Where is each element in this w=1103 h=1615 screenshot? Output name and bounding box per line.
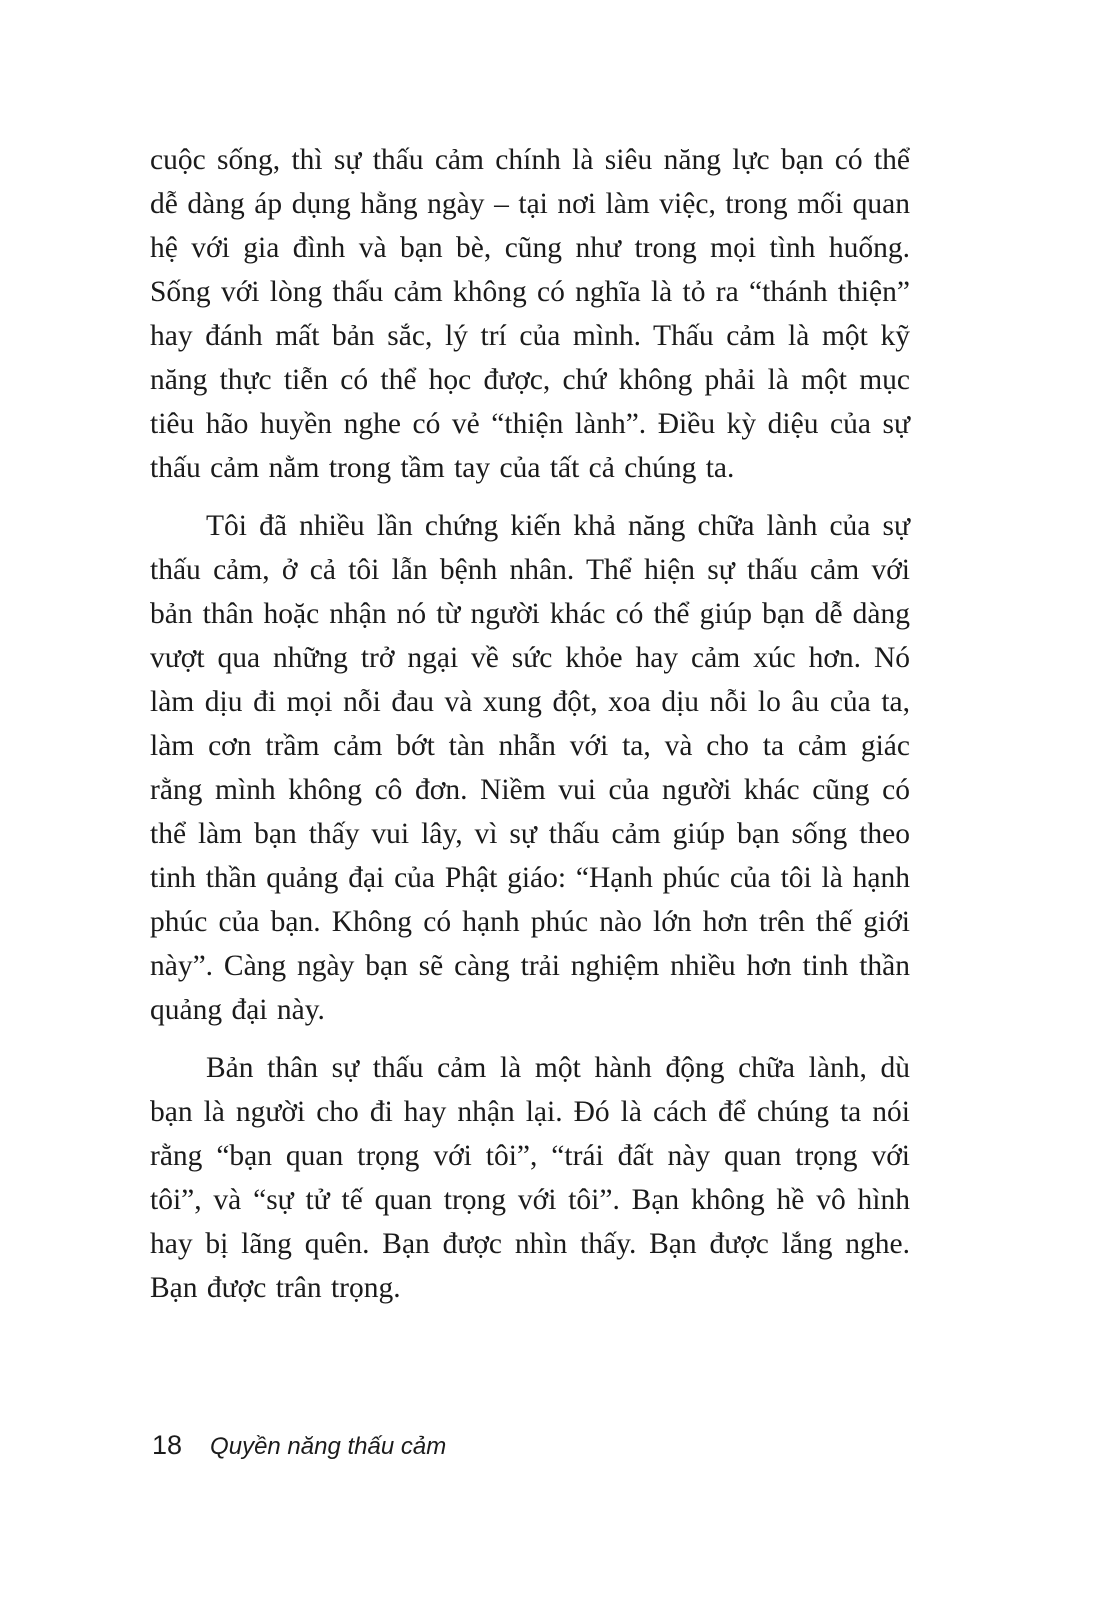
paragraph-3: Bản thân sự thấu cảm là một hành động chữa lành, dù bạn là người cho đi hay nhận lại. Đó là cách để chúng ta nói rằng “bạn quan trọng với tôi”, “trái đất này quan trọng với tôi”, và “sự tử tế quan trọng với tôi”. Bạn không hề vô hình hay bị lãng quên. Bạn được nhìn thấy. Bạn được lắng nghe. Bạn được trân trọng.	[150, 1052, 910, 1304]
paragraph-2: Tôi đã nhiều lần chứng kiến khả năng chữa lành của sự thấu cảm, ở cả tôi lẫn bệnh nhân. Thể hiện sự thấu cảm với bản thân hoặc nhận nó từ người khác có thể giúp bạn dễ dàng vượt qua những trở ngại về sức khỏe hay cảm xúc hơn. Nó làm dịu đi mọi nỗi đau và xung đột, xoa dịu nỗi lo âu của ta, làm cơn trầm cảm bớt tàn nhẫn với ta, và cho ta cảm giác rằng mình không cô đơn. Niềm vui của người khác cũng có thể làm bạn thấy vui lây, vì sự thấu cảm giúp bạn sống theo tinh thần quảng đại của Phật giáo: “Hạnh phúc của tôi là hạnh phúc của bạn. Không có hạnh phúc nào lớn hơn trên thế giới này”. Càng ngày bạn sẽ càng trải nghiệm nhiều hơn tinh thần quảng đại này.	[150, 510, 910, 1026]
page-number: 18	[152, 1430, 183, 1460]
page-footer	[152, 1430, 446, 1461]
body-text	[150, 138, 910, 1310]
paragraph-1: cuộc sống, thì sự thấu cảm chính là siêu năng lực bạn có thể dễ dàng áp dụng hằng ngày – tại nơi làm việc, trong mối quan hệ với gia đình và bạn bè, cũng như trong mọi tình huống. Sống với lòng thấu cảm không có nghĩa là tỏ ra “thánh thiện” hay đánh mất bản sắc, lý trí của mình. Thấu cảm là một kỹ năng thực tiễn có thể học được, chứ không phải là một mục tiêu hão huyền nghe có vẻ “thiện lành”. Điều kỳ diệu của sự thấu cảm nằm trong tầm tay của tất cả chúng ta.	[150, 144, 910, 484]
running-footer-title: Quyền năng thấu cảm	[210, 1433, 447, 1460]
